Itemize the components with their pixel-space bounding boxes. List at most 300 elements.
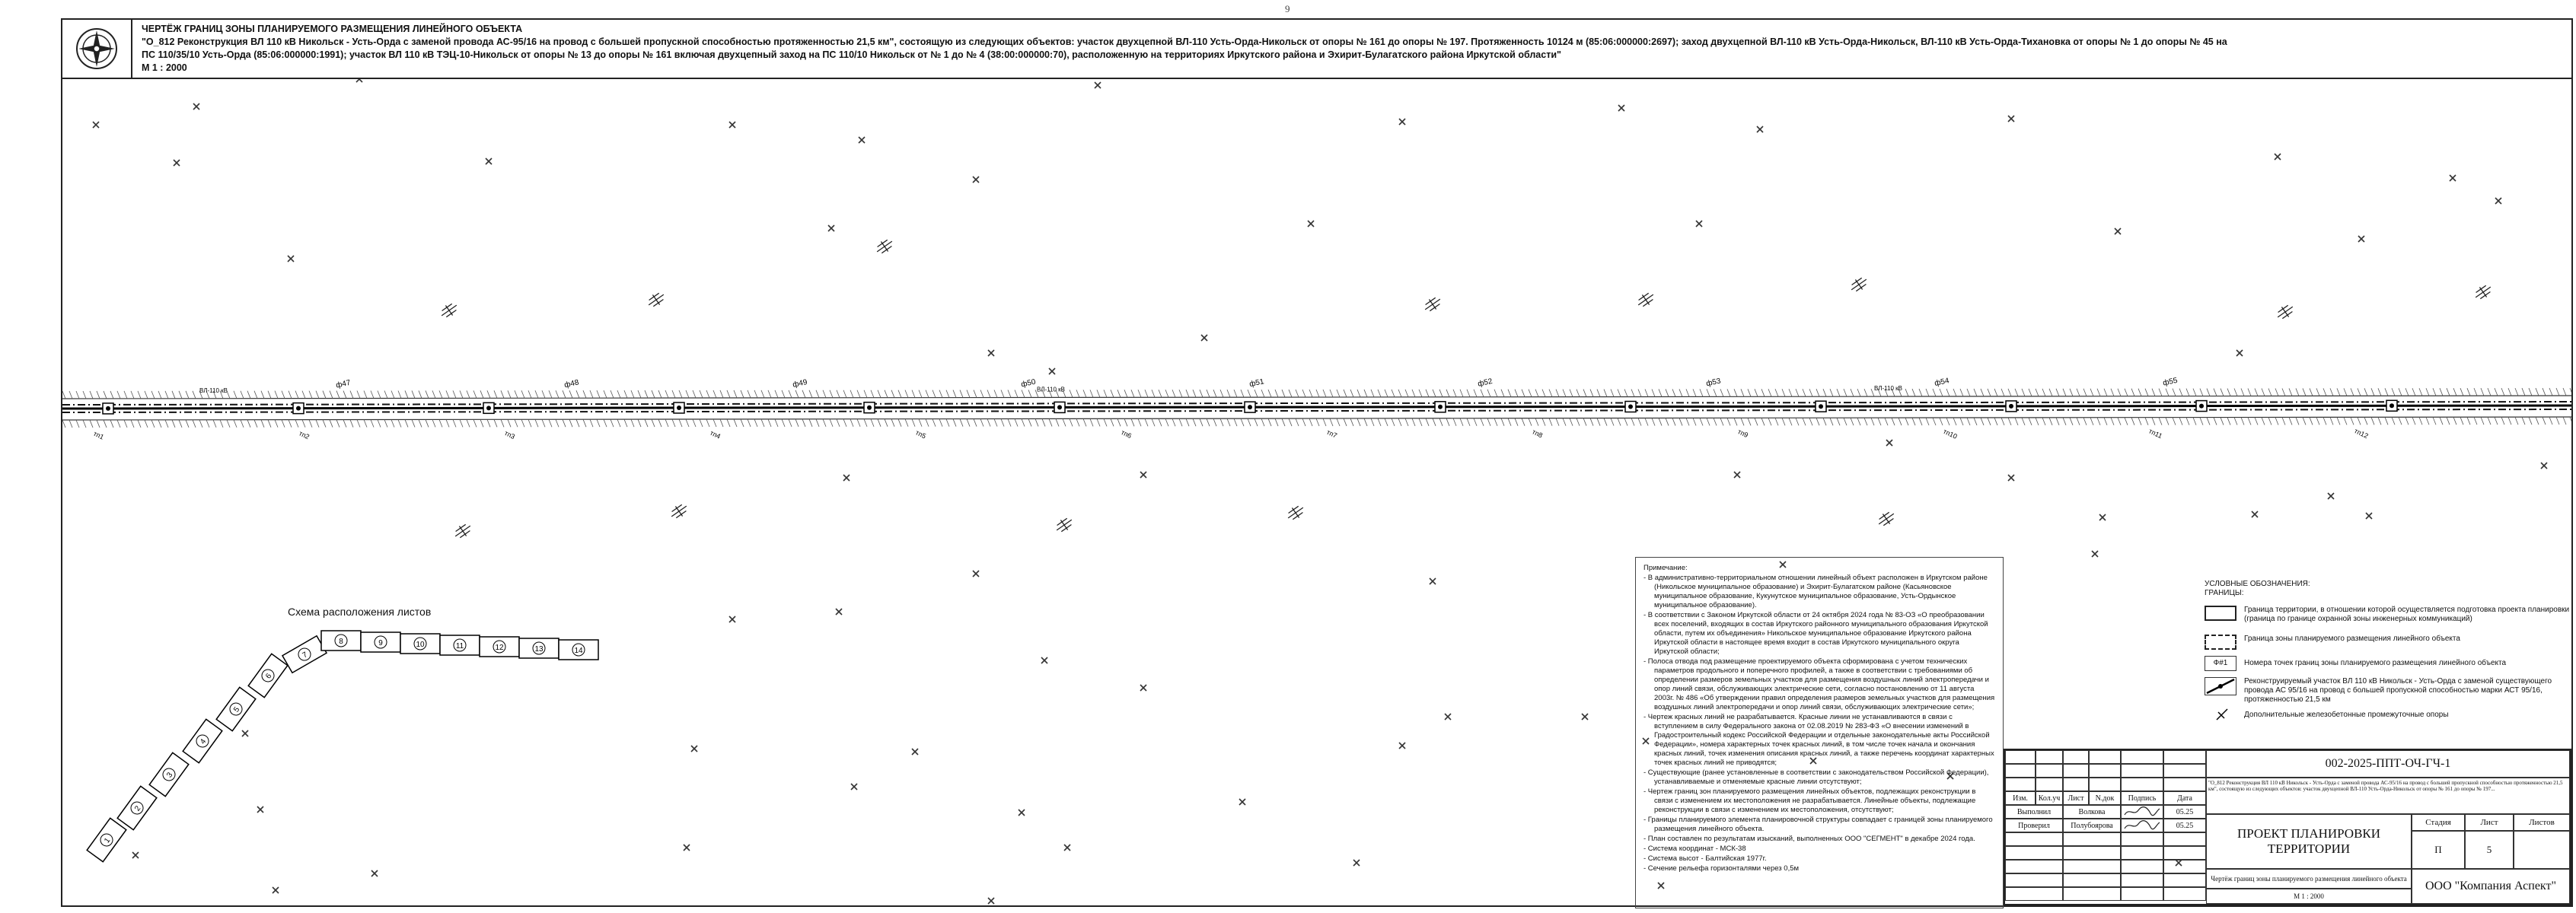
hatch-stroke-top — [2474, 388, 2477, 396]
hatch-stroke-bottom — [1220, 418, 1223, 426]
hatch-stroke-top — [946, 390, 949, 398]
hatch-stroke-bottom — [1255, 418, 1258, 426]
hatch-stroke-bottom — [1618, 418, 1621, 426]
hatch-stroke-top — [501, 390, 504, 398]
hatch-stroke-top — [1556, 390, 1559, 397]
hatch-stroke-bottom — [1097, 418, 1100, 426]
hatch-stroke-bottom — [1933, 418, 1936, 425]
hatch-stroke-bottom — [1953, 418, 1956, 425]
scheme-title: Схема расположения листов — [288, 606, 432, 618]
page-number: 9 — [1285, 3, 1290, 14]
hatch-stroke-bottom — [2364, 417, 2367, 425]
hatch-stroke-bottom — [1645, 418, 1648, 425]
hatch-stroke-bottom — [158, 420, 161, 428]
change-table-cell — [2036, 750, 2063, 764]
hatch-stroke-bottom — [1076, 418, 1079, 426]
grid-cross-mark — [912, 749, 918, 755]
hatch-stroke-top — [1337, 390, 1340, 397]
support-symbol — [1422, 294, 1444, 315]
legend-item-text: Реконструируемый участок ВЛ 110 кВ Никольск - Усть-Орда с заменой существующего провода АС 95/16 на провод с большей пропускной способностью марки АСТ 95/16, протяженностью 21,5 км — [2244, 677, 2552, 704]
hatch-stroke-top — [1707, 389, 1710, 396]
hatch-stroke-bottom — [1350, 418, 1353, 426]
scheme-sheet-number: 13 — [534, 645, 544, 654]
hatch-stroke-top — [1357, 390, 1360, 397]
hatch-stroke-bottom — [2344, 417, 2347, 425]
hatch-stroke-bottom — [2481, 417, 2484, 425]
hatch-stroke-bottom — [90, 420, 93, 428]
hatch-stroke-bottom — [124, 420, 127, 428]
hatch-stroke-bottom — [2166, 418, 2169, 425]
hatch-stroke-bottom — [1878, 418, 1881, 425]
hatch-stroke-top — [549, 390, 552, 398]
hatch-stroke-top — [638, 390, 641, 398]
hatch-stroke-bottom — [1707, 418, 1710, 425]
grid-cross-mark — [1064, 845, 1070, 851]
hatch-stroke-bottom — [2508, 417, 2511, 425]
hatch-stroke-bottom — [1056, 418, 1059, 426]
hatch-stroke-bottom — [528, 419, 531, 427]
power-line-main — [62, 406, 2571, 409]
hatch-stroke-top — [1542, 390, 1545, 397]
stage-value: П — [2412, 831, 2465, 869]
hatch-stroke-bottom — [1789, 418, 1792, 425]
hatch-stroke-bottom — [254, 420, 257, 428]
hatch-stroke-top — [1117, 390, 1121, 397]
hatch-stroke-top — [1946, 389, 1950, 396]
hatch-stroke-top — [2351, 388, 2354, 396]
hatch-stroke-top — [2097, 389, 2100, 396]
hatch-stroke-top — [768, 390, 771, 398]
hatch-stroke-top — [850, 390, 853, 398]
hatch-stroke-bottom — [1679, 418, 1682, 425]
hatch-stroke-top — [1816, 389, 1819, 396]
hatch-stroke-top — [754, 390, 757, 398]
grid-cross-mark — [1140, 472, 1146, 478]
hatch-stroke-bottom — [1289, 418, 1292, 426]
hatch-stroke-bottom — [1570, 418, 1573, 426]
point-label: тп7 — [1325, 428, 1339, 440]
change-table-cell — [2089, 778, 2121, 791]
hatch-stroke-bottom — [1481, 418, 1484, 426]
hatch-stroke-bottom — [2303, 417, 2306, 425]
hatch-stroke-bottom — [1090, 418, 1093, 426]
hatch-stroke-top — [62, 391, 65, 399]
change-table-cell — [2121, 764, 2163, 778]
document-code: 002-2025-ППТ-ОЧ-ГЧ-1 — [2206, 750, 2570, 778]
hatch-stroke-bottom — [912, 419, 915, 427]
hatch-stroke-bottom — [1631, 418, 1634, 425]
hatch-stroke-top — [1748, 389, 1751, 396]
change-table-cell — [2163, 750, 2206, 764]
hatch-stroke-top — [76, 391, 79, 399]
grid-cross-mark — [1019, 810, 1025, 816]
hatch-stroke-top — [898, 390, 901, 398]
hatch-stroke-bottom — [1268, 418, 1271, 426]
hatch-stroke-top — [1172, 390, 1175, 397]
change-table-cell — [2036, 778, 2063, 791]
hatch-stroke-bottom — [1487, 418, 1490, 426]
hatch-stroke-top — [172, 391, 175, 399]
hatch-stroke-bottom — [2152, 418, 2155, 425]
hatch-stroke-top — [1282, 390, 1285, 397]
hatch-stroke-bottom — [343, 420, 346, 428]
hatch-stroke-bottom — [1398, 418, 1401, 426]
grid-cross-mark — [2115, 228, 2121, 234]
stamp-signature — [2121, 819, 2163, 832]
hatch-stroke-bottom — [974, 419, 977, 427]
hatch-stroke-bottom — [645, 419, 648, 427]
hatch-stroke-top — [158, 391, 161, 399]
hatch-stroke-top — [891, 390, 894, 398]
hatch-stroke-top — [330, 391, 333, 399]
hatch-stroke-top — [597, 390, 600, 398]
hatch-stroke-top — [179, 391, 182, 399]
hatch-stroke-top — [1563, 390, 1566, 397]
hatch-stroke-top — [439, 390, 442, 398]
hatch-stroke-bottom — [2118, 418, 2121, 425]
stamp-empty — [2163, 873, 2206, 887]
hatch-stroke-bottom — [1282, 418, 1285, 426]
hatch-stroke-bottom — [611, 419, 614, 427]
hatch-stroke-bottom — [2371, 417, 2374, 425]
hatch-stroke-top — [1905, 389, 1908, 396]
hatch-stroke-top — [2426, 388, 2429, 396]
hatch-stroke-bottom — [145, 420, 148, 428]
hatch-stroke-top — [2310, 388, 2313, 396]
hatch-stroke-top — [1371, 390, 1374, 397]
hatch-stroke-bottom — [1200, 418, 1203, 426]
grid-cross-mark — [1095, 82, 1101, 88]
hatch-stroke-top — [1487, 390, 1490, 397]
hatch-stroke-bottom — [576, 419, 579, 427]
hatch-stroke-top — [2467, 388, 2470, 396]
hatch-stroke-top — [919, 390, 922, 398]
hatch-stroke-top — [795, 390, 799, 398]
hatch-stroke-bottom — [741, 419, 744, 427]
hatch-stroke-bottom — [2289, 417, 2292, 425]
hatch-stroke-bottom — [501, 419, 504, 427]
hatch-stroke-top — [1926, 389, 1929, 396]
scheme-sheet — [519, 638, 559, 658]
hatch-stroke-top — [1577, 390, 1580, 397]
hatch-stroke-bottom — [2419, 417, 2422, 425]
hatch-stroke-top — [1720, 389, 1723, 396]
support-symbol — [1876, 509, 1898, 530]
stamp-name: Полубоярова — [2063, 819, 2121, 832]
hatch-stroke-top — [316, 391, 319, 399]
hatch-stroke-top — [309, 391, 312, 399]
hatch-stroke-top — [1439, 390, 1443, 397]
hatch-stroke-top — [124, 391, 127, 399]
hatch-stroke-bottom — [1994, 418, 1997, 425]
hatch-stroke-bottom — [987, 419, 990, 427]
hatch-stroke-bottom — [330, 420, 333, 428]
hatch-stroke-top — [960, 390, 963, 398]
hatch-stroke-bottom — [1193, 418, 1196, 426]
hatch-stroke-bottom — [1905, 418, 1908, 425]
hatch-stroke-bottom — [1330, 418, 1333, 426]
grid-cross-mark — [1734, 472, 1740, 478]
hatch-stroke-bottom — [994, 419, 997, 427]
stamp-date: 05.25 — [2163, 805, 2206, 819]
hatch-stroke-bottom — [2536, 417, 2539, 425]
hatch-stroke-bottom — [309, 420, 312, 428]
hatch-stroke-bottom — [1823, 418, 1826, 425]
hatch-stroke-bottom — [473, 419, 477, 427]
hatch-stroke-top — [2392, 388, 2395, 396]
hatch-stroke-bottom — [1275, 418, 1278, 426]
hatch-stroke-top — [336, 391, 340, 399]
hatch-stroke-top — [1672, 389, 1675, 396]
hatch-stroke-top — [2221, 389, 2224, 396]
grid-cross-mark — [2541, 463, 2547, 469]
hatch-stroke-bottom — [1138, 418, 1141, 426]
hatch-stroke-bottom — [857, 419, 860, 427]
hatch-stroke-bottom — [1104, 418, 1107, 426]
hatch-stroke-bottom — [1775, 418, 1778, 425]
hatch-stroke-top — [1583, 390, 1586, 397]
change-table-header: Кол.уч — [2036, 791, 2063, 805]
hatch-stroke-bottom — [1666, 418, 1669, 425]
change-table-cell — [2121, 778, 2163, 791]
grid-cross-mark — [2008, 116, 2014, 122]
zone-boundary-symbol — [2205, 635, 2236, 650]
zone-boundary-bottom — [62, 409, 2571, 412]
grid-cross-mark — [1696, 221, 1702, 227]
hatch-stroke-bottom — [2351, 417, 2354, 425]
hatch-stroke-top — [583, 390, 586, 398]
hatch-stroke-top — [2063, 389, 2066, 396]
hatch-stroke-bottom — [1227, 418, 1230, 426]
hatch-stroke-top — [2358, 388, 2361, 396]
notes-item: - В административно-территориальном отношении линейный объект расположен в Иркутском районе (Никольское муниципальное образование) и Эхирит-Булагатском районе (Касьяновское муниципальное образование, Кукунутское муниципальное образование, Усть-Ордынское муниципальное образование). — [1643, 574, 1988, 609]
grid-cross-mark — [1353, 860, 1360, 866]
hatch-stroke-top — [1398, 390, 1401, 397]
hatch-stroke-bottom — [165, 420, 168, 428]
company-logo — [62, 20, 132, 78]
hatch-stroke-top — [2118, 389, 2121, 396]
hatch-stroke-top — [2405, 388, 2409, 396]
hatch-stroke-top — [2268, 388, 2272, 396]
grid-cross-mark — [2328, 493, 2334, 499]
hatch-stroke-top — [2166, 389, 2169, 396]
hatch-stroke-top — [1131, 390, 1134, 397]
scheme-sheet-number: 8 — [339, 638, 343, 646]
hatch-stroke-bottom — [1604, 418, 1607, 426]
hatch-stroke-bottom — [1385, 418, 1388, 426]
stamp-role: Проверил — [2005, 819, 2063, 832]
hatch-stroke-top — [97, 391, 100, 399]
stamp-date: 05.25 — [2163, 819, 2206, 832]
hatch-stroke-top — [1823, 389, 1826, 396]
legend-item-text: Номера точек границ зоны планируемого размещения линейного объекта — [2244, 659, 2507, 667]
hatch-stroke-bottom — [1426, 418, 1429, 426]
hatch-stroke-top — [412, 390, 415, 398]
hatch-stroke-bottom — [213, 420, 216, 428]
stamp-empty — [2063, 873, 2121, 887]
hatch-stroke-bottom — [1960, 418, 1963, 425]
hatch-stroke-bottom — [1378, 418, 1381, 426]
hatch-stroke-top — [590, 390, 593, 398]
hatch-stroke-bottom — [1316, 418, 1319, 426]
hatch-stroke-bottom — [1809, 418, 1812, 425]
hatch-stroke-bottom — [2405, 417, 2409, 425]
hatch-stroke-bottom — [1234, 418, 1237, 426]
sheet-header: Лист — [2465, 814, 2514, 831]
hatch-stroke-top — [1611, 390, 1614, 397]
hatch-stroke-top — [837, 390, 840, 398]
hatch-stroke-bottom — [2063, 418, 2066, 425]
stamp-empty — [2163, 846, 2206, 860]
stamp-empty — [2005, 887, 2063, 901]
hatch-stroke-bottom — [2453, 417, 2456, 425]
hatch-stroke-top — [2104, 389, 2107, 396]
hatch-stroke-bottom — [2173, 418, 2176, 425]
hatch-stroke-top — [1604, 390, 1607, 397]
hatch-stroke-bottom — [2070, 418, 2073, 425]
scheme-sheet-number: 9 — [378, 639, 383, 647]
hatch-stroke-bottom — [2549, 417, 2552, 425]
hatch-stroke-top — [460, 390, 463, 398]
hatch-stroke-top — [1433, 390, 1436, 397]
hatch-stroke-bottom — [1522, 418, 1525, 426]
hatch-stroke-bottom — [179, 420, 182, 428]
territory-boundary-symbol — [2205, 606, 2236, 621]
hatch-stroke-bottom — [563, 419, 566, 427]
hatch-stroke-top — [1741, 389, 1744, 396]
hatch-stroke-top — [2481, 388, 2484, 396]
support-symbol — [2472, 282, 2495, 303]
hatch-stroke-top — [254, 391, 257, 399]
hatch-stroke-bottom — [754, 419, 757, 427]
hatch-stroke-top — [1378, 390, 1381, 397]
hatch-stroke-bottom — [1357, 418, 1360, 426]
hatch-stroke-top — [371, 391, 374, 399]
hatch-stroke-bottom — [521, 419, 524, 427]
hatch-stroke-bottom — [1988, 418, 1991, 425]
hatch-stroke-bottom — [206, 420, 209, 428]
hatch-stroke-bottom — [412, 419, 415, 427]
hatch-stroke-bottom — [1693, 418, 1696, 425]
hatch-stroke-top — [398, 390, 401, 398]
hatch-stroke-top — [652, 390, 655, 398]
hatch-stroke-top — [1083, 390, 1086, 397]
hatch-stroke-bottom — [871, 419, 874, 427]
grid-cross-mark — [1239, 799, 1245, 805]
hatch-stroke-top — [453, 390, 456, 398]
hatch-stroke-top — [1008, 390, 1011, 397]
stamp-empty — [2005, 860, 2063, 873]
hatch-stroke-bottom — [1583, 418, 1586, 426]
hatch-stroke-bottom — [2296, 417, 2299, 425]
stamp-role: Выполнил — [2005, 805, 2063, 819]
scheme-sheet-number: 10 — [416, 641, 425, 649]
scheme-sheet-number: 1 — [103, 836, 113, 845]
change-table-cell — [2163, 778, 2206, 791]
hatch-stroke-top — [480, 390, 483, 398]
hatch-stroke-bottom — [357, 420, 360, 428]
hatch-stroke-top — [542, 390, 545, 398]
hatch-stroke-top — [693, 390, 696, 398]
hatch-stroke-bottom — [686, 419, 689, 427]
hatch-stroke-top — [1467, 390, 1470, 397]
hatch-stroke-bottom — [2412, 417, 2415, 425]
hatch-stroke-top — [912, 390, 915, 398]
notes-block — [1635, 557, 2004, 908]
hatch-stroke-top — [426, 390, 429, 398]
company-name: ООО "Компания Аспект" — [2412, 869, 2570, 904]
change-table-cell — [2121, 750, 2163, 764]
hatch-stroke-bottom — [953, 419, 956, 427]
drawing-header — [62, 20, 2571, 79]
hatch-stroke-top — [1302, 390, 1306, 397]
change-table-cell — [2063, 778, 2089, 791]
hatch-stroke-bottom — [1419, 418, 1422, 426]
hatch-stroke-bottom — [1782, 418, 1785, 425]
hatch-stroke-top — [576, 390, 579, 398]
header-scale: М 1 : 2000 — [142, 62, 187, 73]
hatch-stroke-top — [432, 390, 435, 398]
hatch-stroke-bottom — [2248, 418, 2251, 425]
hatch-stroke-top — [378, 390, 381, 398]
scheme-sheet — [400, 634, 440, 654]
hatch-stroke-bottom — [110, 420, 113, 428]
hatch-stroke-bottom — [1083, 418, 1086, 426]
hatch-stroke-bottom — [2056, 418, 2059, 425]
hatch-stroke-bottom — [398, 419, 401, 427]
hatch-stroke-top — [761, 390, 764, 398]
hatch-stroke-top — [2556, 388, 2559, 396]
hatch-stroke-top — [1138, 390, 1141, 397]
hatch-stroke-top — [1830, 389, 1833, 396]
hatch-stroke-top — [994, 390, 997, 398]
grid-cross-mark — [2275, 154, 2281, 160]
grid-cross-mark — [988, 350, 994, 356]
hatch-stroke-bottom — [2543, 417, 2546, 425]
hatch-stroke-bottom — [2255, 418, 2258, 425]
hatch-stroke-bottom — [234, 420, 237, 428]
hatch-stroke-bottom — [2015, 418, 2018, 425]
hatch-stroke-bottom — [1748, 418, 1751, 425]
hatch-stroke-top — [1316, 390, 1319, 397]
hatch-stroke-bottom — [1974, 418, 1977, 425]
hatch-stroke-bottom — [2214, 418, 2217, 425]
hatch-stroke-top — [1618, 390, 1621, 397]
hatch-stroke-bottom — [658, 419, 662, 427]
pylon — [1054, 402, 1065, 412]
hatch-stroke-bottom — [2042, 418, 2045, 425]
point-label: тп9 — [1736, 428, 1750, 440]
scheme-sheet-number: 14 — [574, 647, 583, 655]
sheet-layout-scheme — [87, 631, 598, 862]
hatch-stroke-top — [69, 391, 72, 399]
hatch-stroke-bottom — [268, 420, 271, 428]
hatch-stroke-bottom — [378, 419, 381, 427]
hatch-stroke-top — [2138, 389, 2141, 396]
scheme-sheet-number: 5 — [232, 705, 242, 714]
hatch-stroke-top — [658, 390, 662, 398]
hatch-stroke-top — [1529, 390, 1532, 397]
hatch-stroke-top — [857, 390, 860, 398]
hatch-stroke-bottom — [1344, 418, 1347, 426]
hatch-stroke-bottom — [1816, 418, 1819, 425]
hatch-stroke-bottom — [2111, 418, 2114, 425]
hatch-stroke-top — [2529, 388, 2532, 396]
stamp-title: ПРОЕКТ ПЛАНИРОВКИ ТЕРРИТОРИИ — [2206, 814, 2412, 869]
stamp-empty — [2063, 860, 2121, 873]
hatch-stroke-bottom — [919, 419, 922, 427]
hatch-stroke-bottom — [1152, 418, 1155, 426]
